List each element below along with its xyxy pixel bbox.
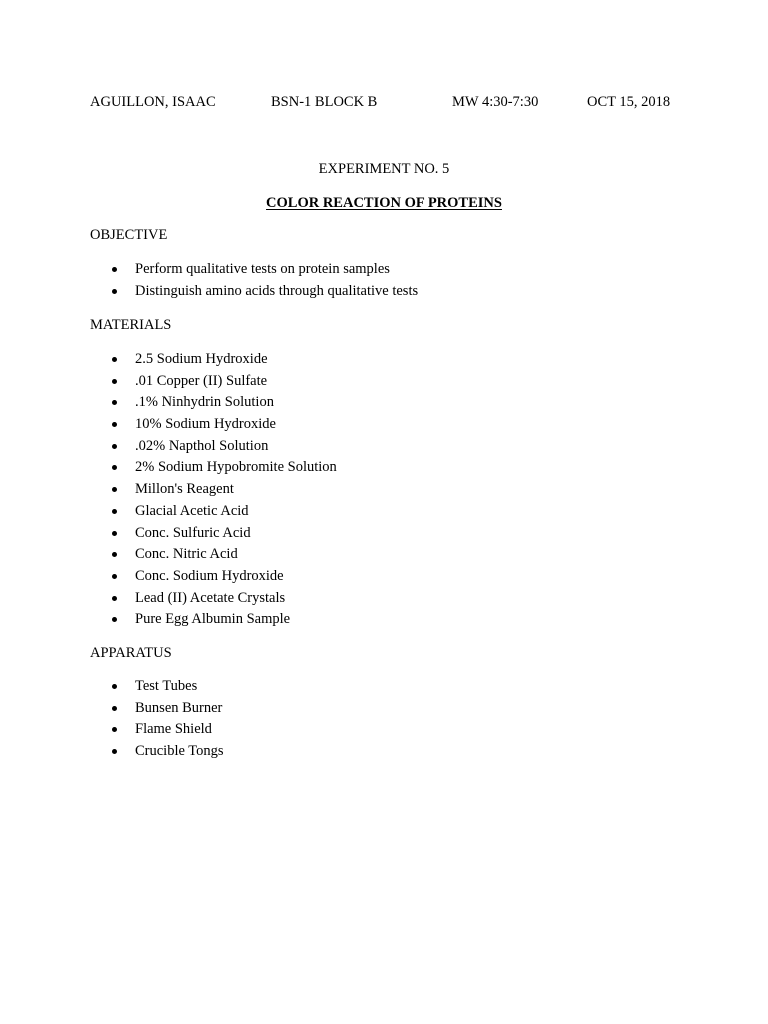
experiment-number: EXPERIMENT NO. 5 — [318, 161, 450, 177]
material-item: .1% Ninhydrin Solution — [135, 394, 274, 411]
bullet-icon — [112, 749, 117, 754]
objective-heading: OBJECTIVE — [90, 227, 168, 243]
objective-item: Distinguish amino acids through qualitative tests — [135, 282, 419, 299]
bullet-icon — [112, 357, 117, 362]
apparatus-list — [112, 676, 224, 763]
bullet-icon — [112, 596, 117, 601]
bullet-icon — [112, 400, 117, 405]
bullet-icon — [112, 706, 117, 711]
bullet-icon — [112, 487, 117, 492]
apparatus-item: Bunsen Burner — [135, 699, 223, 716]
bullet-icon — [112, 289, 117, 294]
bullet-icon — [112, 684, 117, 689]
bullet-icon — [112, 267, 117, 272]
material-item: Conc. Nitric Acid — [135, 546, 238, 563]
materials-list — [112, 349, 337, 631]
material-item: Conc. Sulfuric Acid — [135, 524, 251, 541]
material-item: Pure Egg Albumin Sample — [135, 611, 291, 628]
material-item: 10% Sodium Hydroxide — [135, 416, 276, 433]
apparatus-item: Flame Shield — [135, 721, 212, 738]
bullet-icon — [112, 444, 117, 449]
material-item: 2.5 Sodium Hydroxide — [135, 351, 268, 367]
objective-item: Perform qualitative tests on protein samples — [135, 261, 390, 277]
list-item — [112, 676, 224, 698]
list-item — [112, 523, 337, 545]
list-item — [112, 544, 337, 566]
bullet-icon — [112, 552, 117, 557]
bullet-icon — [112, 379, 117, 384]
class-section: BSN-1 BLOCK B — [271, 94, 378, 110]
objective-list — [112, 259, 418, 302]
bullet-icon — [112, 574, 117, 579]
material-item: Millon's Reagent — [135, 481, 234, 498]
experiment-title: COLOR REACTION OF PROTEINS — [266, 195, 502, 211]
list-item — [112, 349, 337, 371]
list-item — [112, 501, 337, 523]
bullet-icon — [112, 727, 117, 732]
list-item — [112, 392, 337, 414]
list-item — [112, 479, 337, 501]
list-item — [112, 588, 337, 610]
list-item — [112, 371, 337, 393]
apparatus-item: Crucible Tongs — [135, 743, 224, 760]
material-item: .01 Copper (II) Sulfate — [135, 372, 268, 389]
list-item — [112, 609, 337, 631]
list-item — [112, 566, 337, 588]
list-item — [112, 698, 224, 720]
list-item — [112, 281, 418, 303]
bullet-icon — [112, 531, 117, 536]
list-item — [112, 436, 337, 458]
list-item — [112, 719, 224, 741]
materials-heading: MATERIALS — [90, 317, 172, 333]
material-item: 2% Sodium Hypobromite Solution — [135, 459, 337, 476]
experiment-title-wrap — [0, 194, 768, 212]
material-item: Conc. Sodium Hydroxide — [135, 567, 284, 584]
material-item: Glacial Acetic Acid — [135, 502, 249, 519]
apparatus-heading: APPARATUS — [90, 645, 172, 661]
bullet-icon — [112, 422, 117, 427]
material-item: .02% Napthol Solution — [135, 437, 269, 454]
bullet-icon — [112, 465, 117, 470]
list-item — [112, 741, 224, 763]
list-item — [112, 414, 337, 436]
bullet-icon — [112, 617, 117, 622]
report-date: OCT 15, 2018 — [587, 94, 671, 110]
bullet-icon — [112, 509, 117, 514]
apparatus-item: Test Tubes — [135, 678, 198, 694]
list-item — [112, 259, 418, 281]
list-item — [112, 457, 337, 479]
class-schedule: MW 4:30-7:30 — [452, 94, 539, 110]
student-name: AGUILLON, ISAAC — [90, 94, 216, 110]
material-item: Lead (II) Acetate Crystals — [135, 589, 286, 606]
